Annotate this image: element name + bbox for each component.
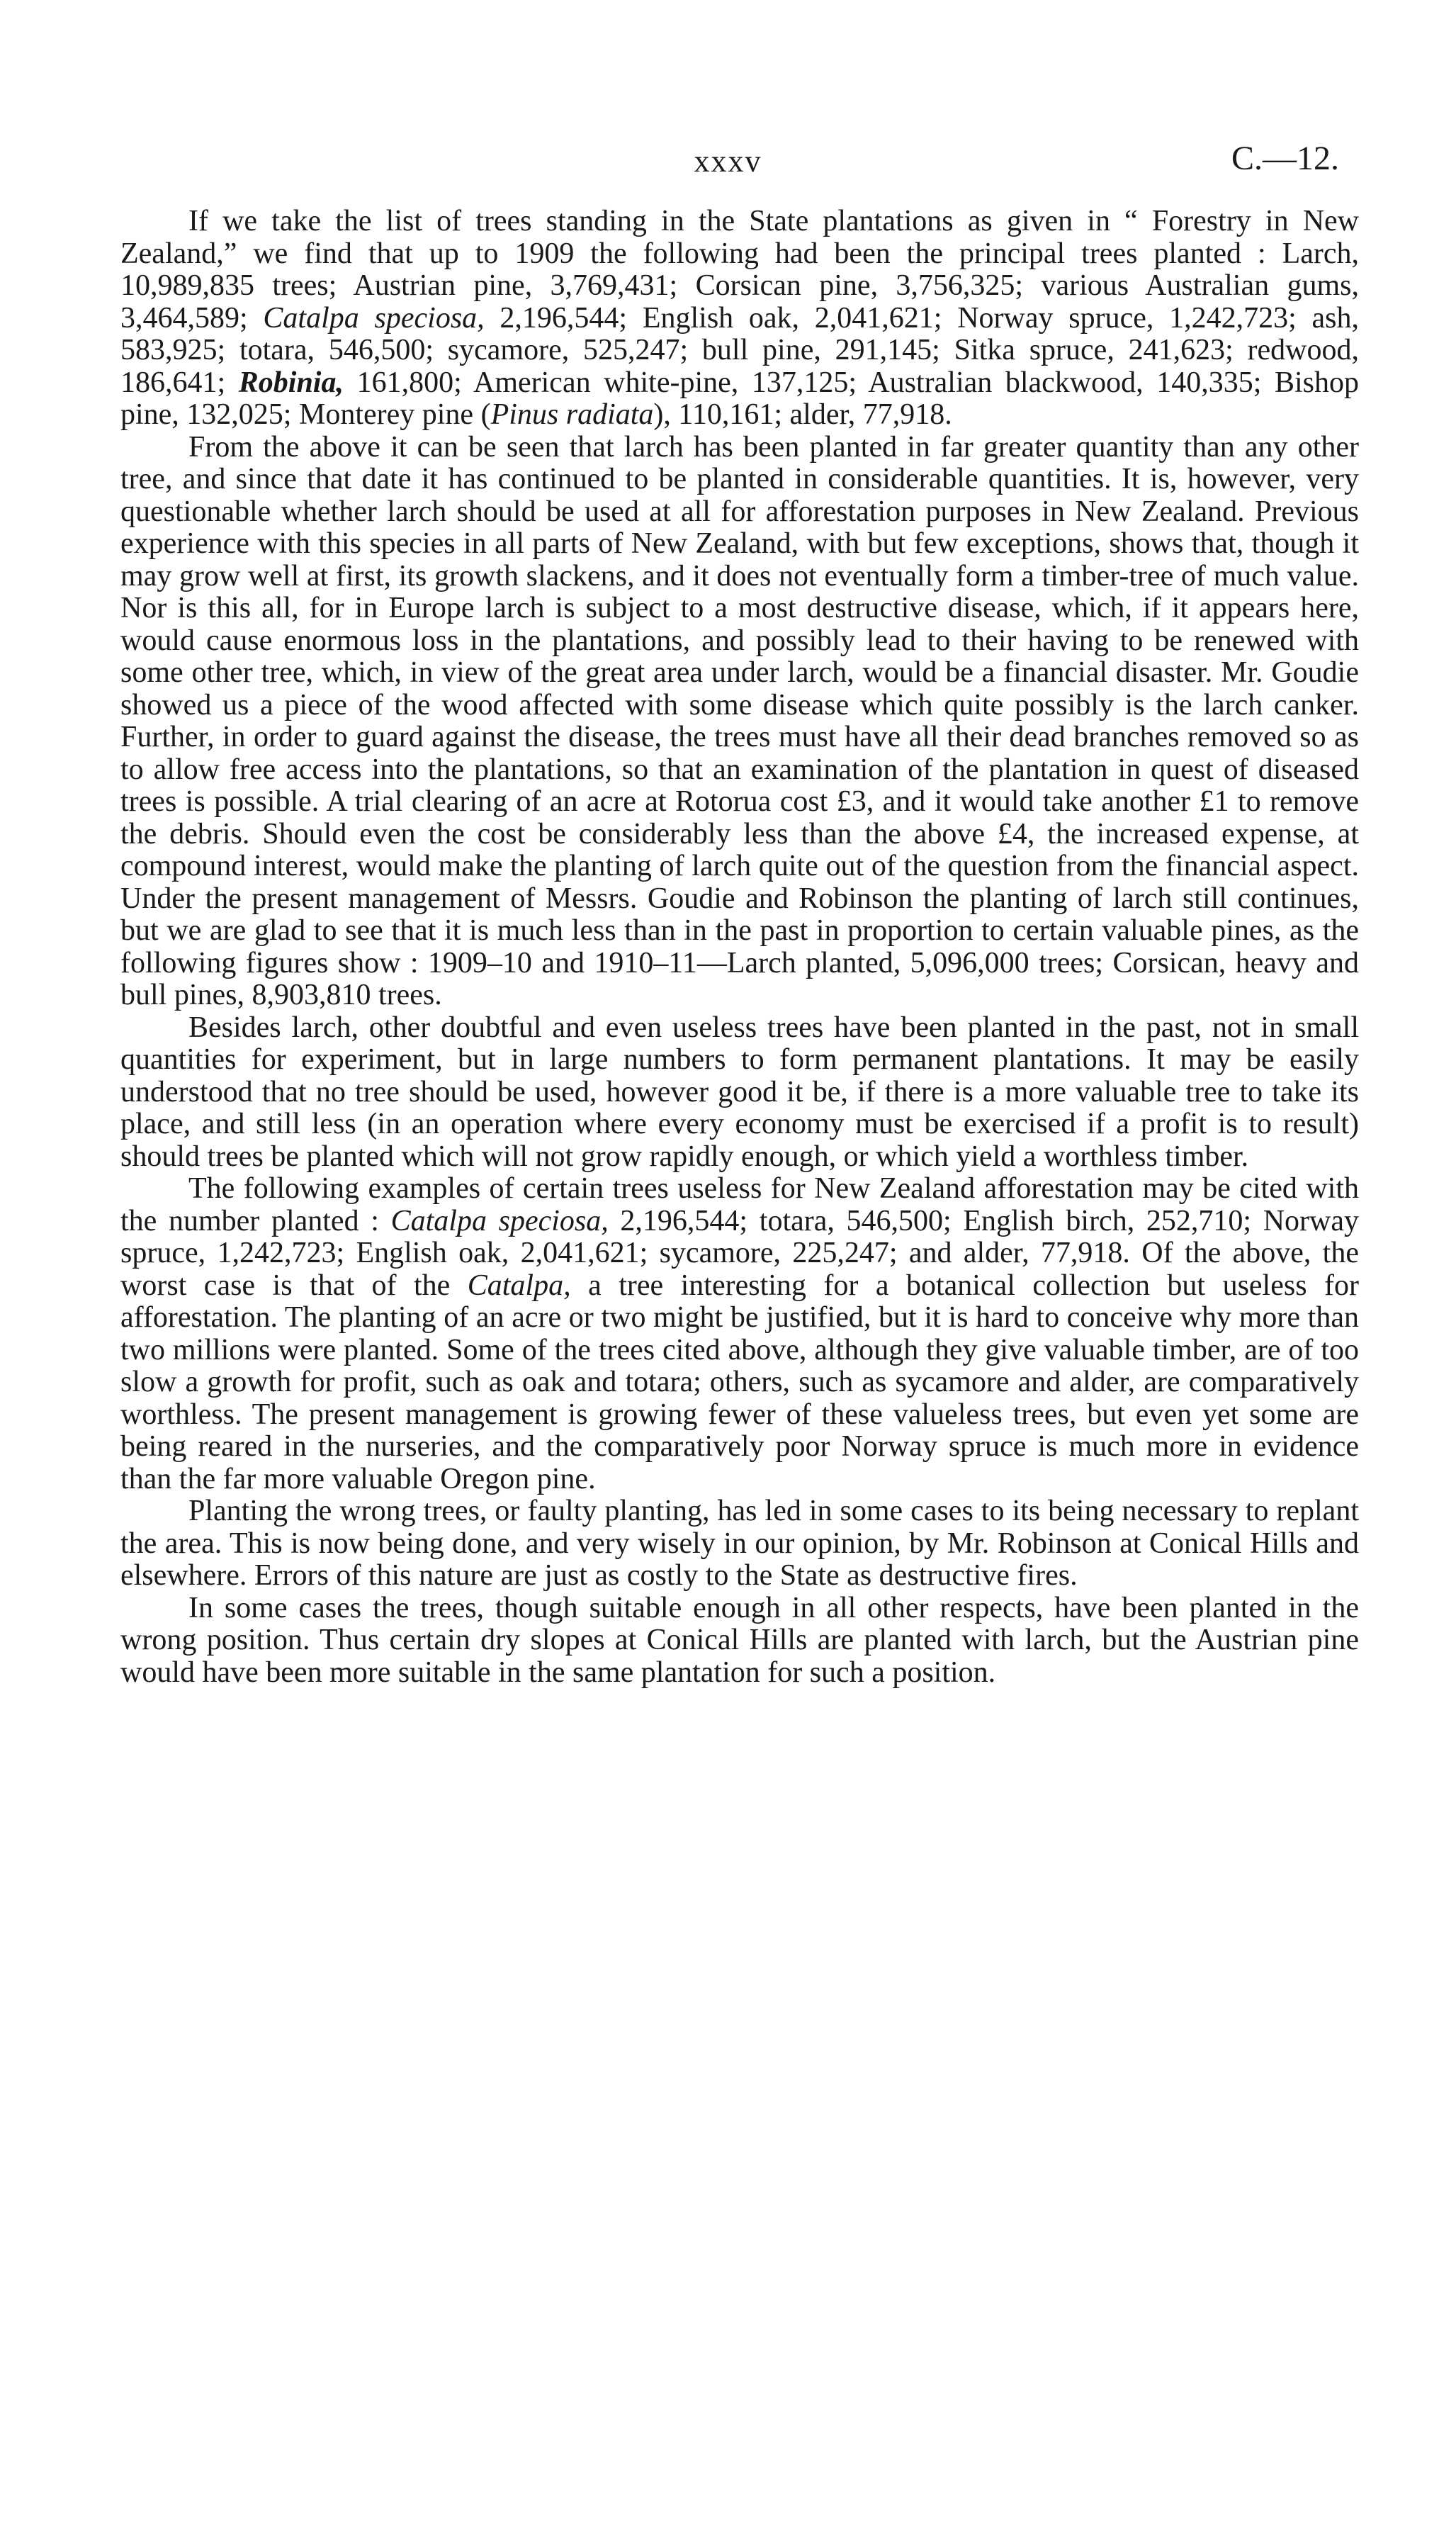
- text-run: Besides larch, other doubtful and even useless trees have been planted in the past, not in small quantities for experiment, but in large numbers to form permanent plantations. It may be easily understood that no tree should be used, however good it be, if there is a more valuable tree to take its place, and still less (in an operation where every economy must be exercised if a profit is to result) should trees be planted which will not grow rapidly enough, or which yield a worthless timber.: [120, 1011, 1359, 1173]
- page-number: xxxv: [694, 144, 762, 179]
- text-run: From the above it can be seen that larch has been planted in far greater quantity than any other tree, and since that date it has continued to be planted in considerable quantities. It is, however, very questionable whether larch should be used at all for afforestation purposes in New Zealand. Previous experience with this species in all parts of New Zealand, with but few exceptions, shows that, though it may grow well at first, its growth slackens, and it does not eventually form a timber-tree of much value. Nor is this all, for in Europe larch is subject to a most destructive disease, which, if it appears here, would cause enormous loss in the plantations, and possibly lead to their having to be renewed with some other tree, which, in view of the great area under larch, would be a financial disaster. Mr. Goudie showed us a piece of the wood affected with some disease which quite possibly is the larch canker. Further, in order to guard against the disease, the trees must have all their dead branches removed so as to allow free access into the plantations, so that an examination of the plantation in quest of diseased trees is possible. A trial clearing of an acre at Rotorua cost £3, and it would take another £1 to remove the debris. Should even the cost be considerably less than the above £4, the increased expense, at compound interest, would make the planting of larch quite out of the question from the financial aspect. Under the present management of Messrs. Goudie and Robinson the planting of larch still continues, but we are glad to see that it is much less than in the past in proportion to certain valuable pines, as the following figures show : 1909–10 and 1910–11—Larch planted, 5,096,000 trees; Corsican, heavy and bull pines, 8,903,810 trees.: [120, 430, 1359, 1011]
- paragraph: [120, 1592, 1359, 1690]
- species-name: Robinia,: [238, 366, 344, 399]
- text-run: ), 110,161; alder, 77,918.: [653, 398, 952, 431]
- text-run: 2,196,544; English oak, 2,041,621; Norway spruce, 1,242,723; ash, 583,925; totara, 546,500; sycamore, 525,247; bull pine, 291,145; Sitka spruce, 241,623; redwood, 186,641;: [120, 301, 1359, 399]
- paragraph: [120, 1173, 1359, 1495]
- text-run: Planting the wrong trees, or faulty planting, has led in some cases to its being necessary to replant the area. This is now being done, and very wisely in our opinion, by Mr. Robinson at Conical Hills and elsewhere. Errors of this nature are just as costly to the State as destructive fires.: [120, 1495, 1359, 1592]
- text-run: 2,196,544; totara, 546,500; English birch, 252,710; Norway spruce, 1,242,723; English oak, 2,041,621; sycamore, 225,247; and alder, 77,918. Of the above, the worst case is that of the: [120, 1204, 1359, 1302]
- species-name: Catalpa speciosa,: [263, 301, 485, 335]
- text-run: If we take the list of trees standing in the State plantations as given in “ Forestry in New Zealand,” we find that up to 1909 the following had been the principal trees planted : Larch, 10,989,835 trees; Austrian pine, 3,769,431; Corsican pine, 3,756,325; various Australian gums, 3,464,589;: [120, 205, 1359, 335]
- text-run: In some cases the trees, though suitable enough in all other respects, have been planted in the wrong position. Thus certain dry slopes at Conical Hills are planted with larch, but the Austrian pine would have been more suitable in the same plantation for such a position.: [120, 1591, 1359, 1689]
- paragraph: [120, 206, 1359, 432]
- paragraph: [120, 1495, 1359, 1592]
- text-run: 161,800; American white-pine, 137,125; Australian blackwood, 140,335; Bishop pine, 132,025; Monterey pine (: [120, 366, 1360, 431]
- text-run: a tree interesting for a botanical collection but useless for afforestation. The planting of an acre or two might be justified, but it is hard to conceive why more than two millions were planted. Some of the trees cited above, although they give valuable timber, are of too slow a growth for profit, such as oak and totara; others, such as sycamore and alder, are comparatively worthless. The present management is growing fewer of these valueless trees, but even yet some are being reared in the nurseries, and the comparatively poor Norway spruce is much more in evidence than the far more valuable Oregon pine.: [120, 1269, 1359, 1495]
- species-name: Pinus radiata: [490, 398, 654, 431]
- species-name: Catalpa,: [467, 1269, 571, 1302]
- paragraph: [120, 1012, 1359, 1174]
- species-name: Catalpa speciosa,: [390, 1204, 609, 1237]
- body-text: [120, 206, 1359, 1689]
- paragraph: [120, 432, 1359, 1012]
- text-run: The following examples of certain trees useless for New Zealand afforestation may be cited with the number planted :: [120, 1172, 1359, 1237]
- document-reference: C.—12.: [1231, 140, 1339, 177]
